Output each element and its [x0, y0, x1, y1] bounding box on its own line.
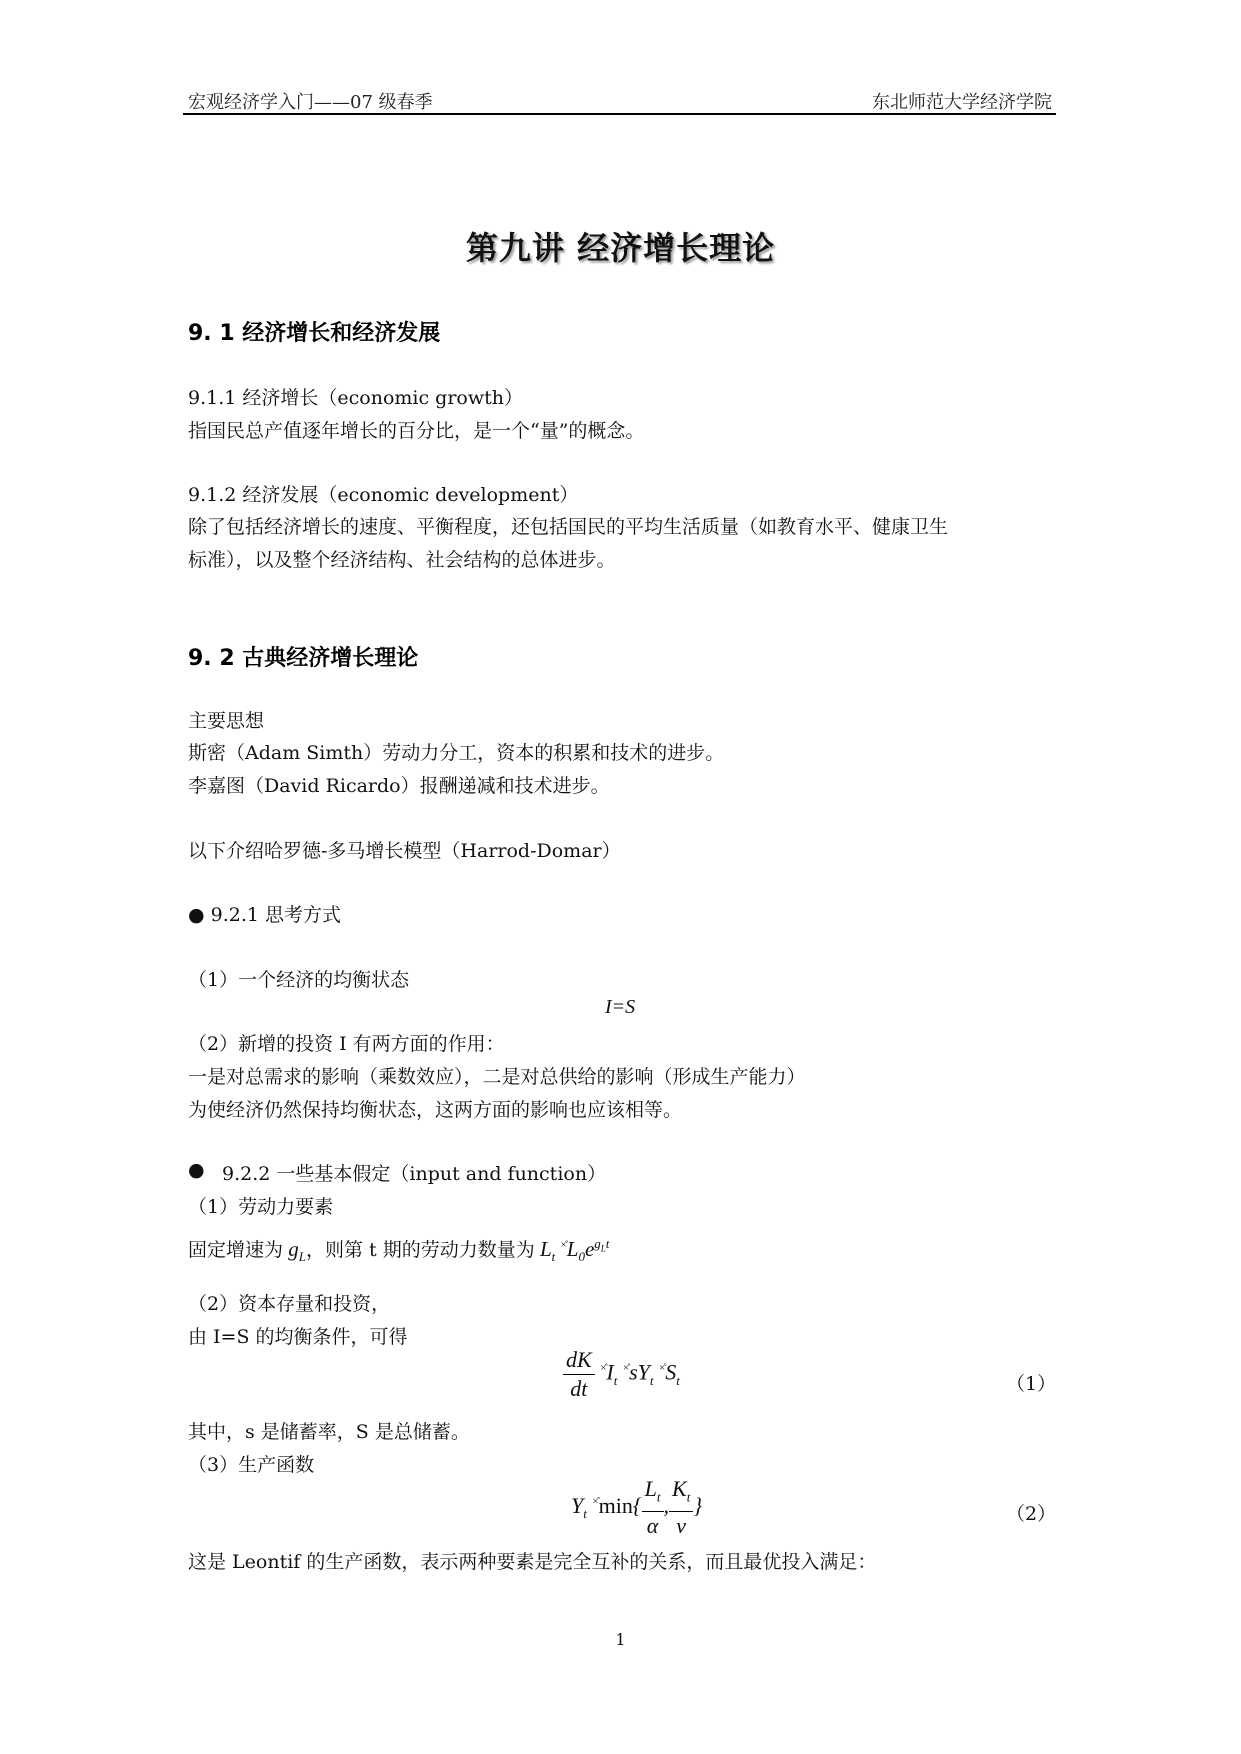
- paragraph-9-1-2-line-1: 除了包括经济增长的速度、平衡程度，还包括国民的平均生活质量（如教育水平、健康卫生: [188, 516, 949, 538]
- item-1-equilibrium: （1）一个经济的均衡状态: [188, 969, 410, 991]
- labor-text-b: ，则第 t 期的劳动力数量为: [306, 1239, 535, 1261]
- production-function-label: （3）生产函数: [188, 1454, 315, 1476]
- equation-1-number: （1）: [1006, 1373, 1057, 1395]
- capital-equilibrium-text: 由 I=S 的均衡条件，可得: [188, 1326, 408, 1348]
- equation-1: $\frac{dK}{dt}$ $^{\times̊}I_t$ $^{\times̊}sY_t$ $^{\times̊}S_t$: [563, 1346, 680, 1403]
- labor-over-alpha: $\frac{L_t}{\alpha}$: [642, 1475, 664, 1540]
- saving-definition: 其中，s 是储蓄率，S 是总储蓄。: [188, 1421, 470, 1443]
- labor-formula: $L_t$ $^{\times̊}L_0e^{g_Lt}$: [534, 1236, 610, 1265]
- bullet-9-2-2-marker: ●: [188, 1159, 205, 1181]
- section-heading-9-1: 9. 1 经济增长和经济发展: [188, 321, 441, 346]
- harrod-domar-intro: 以下介绍哈罗德-多马增长模型（Harrod-Domar）: [188, 840, 621, 862]
- bullet-9-2-1: ● 9.2.1 思考方式: [188, 904, 342, 926]
- section-heading-9-2: 9. 2 古典经济增长理论: [188, 646, 419, 671]
- subsection-title-9-1-2: 9.1.2 经济发展（economic development）: [188, 484, 579, 506]
- header-right: 东北师范大学经济学院: [872, 92, 1052, 113]
- equation-2: $Y_t$ ×̊min{ $\frac{L_t}{\alpha}$ , $\frac{K_t}{v}$ }: [571, 1476, 703, 1539]
- header-rule: [183, 113, 1056, 115]
- capital-over-v: $\frac{K_t}{v}$: [669, 1475, 693, 1540]
- paragraph-9-1-1: 指国民总产值逐年增长的百分比，是一个“量”的概念。: [188, 420, 645, 442]
- investment-effects-line: 一是对总需求的影响（乘数效应），二是对总供给的影响（形成生产能力）: [188, 1066, 806, 1088]
- capital-label: （2）资本存量和投资，: [188, 1293, 391, 1315]
- ricardo-line: 李嘉图（David Ricardo）报酬递减和技术进步。: [188, 775, 610, 797]
- equation-2-number: （2）: [1006, 1503, 1057, 1525]
- main-idea-label: 主要思想: [188, 710, 265, 732]
- labor-text-a: 固定增速为: [188, 1239, 284, 1261]
- leontief-description: 这是 Leontif 的生产函数，表示两种要素是完全互补的关系，而且最优投入满足：: [188, 1551, 877, 1573]
- smith-line: 斯密（Adam Simth）劳动力分工，资本的积累和技术的进步。: [188, 742, 725, 764]
- paragraph-9-1-2-line-2: 标准），以及整个经济结构、社会结构的总体进步。: [188, 549, 616, 571]
- equilibrium-condition-line: 为使经济仍然保持均衡状态，这两方面的影响也应该相等。: [188, 1099, 683, 1121]
- labor-factor-label: （1）劳动力要素: [188, 1196, 334, 1218]
- page-title: 第九讲 经济增长理论: [465, 229, 776, 267]
- subsection-title-9-1-1: 9.1.1 经济增长（economic growth）: [188, 387, 523, 409]
- equation-i-equals-s: I=S: [605, 996, 636, 1018]
- item-2-investment: （2）新增的投资 I 有两方面的作用：: [188, 1033, 505, 1055]
- labor-growth-line: [188, 1235, 609, 1265]
- growth-rate-symbol: $g_L$: [283, 1237, 306, 1265]
- bullet-9-2-2: 9.2.2 一些基本假定（input and function）: [222, 1163, 607, 1185]
- page-number: 1: [615, 1630, 626, 1649]
- dk-dt-fraction: $\frac{dK}{dt}$: [563, 1346, 595, 1403]
- header-left: 宏观经济学入门——07 级春季: [188, 92, 433, 113]
